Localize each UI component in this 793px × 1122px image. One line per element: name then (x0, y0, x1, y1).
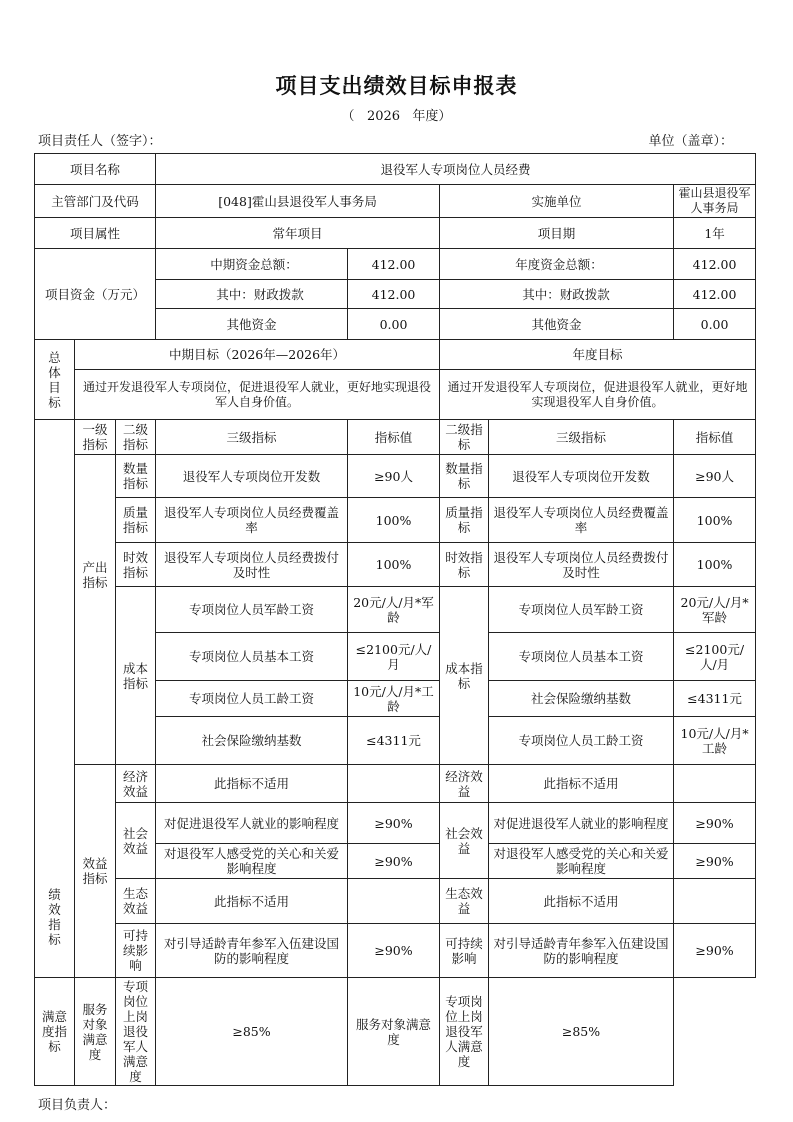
mid-level3: 此指标不适用 (156, 765, 348, 803)
year-level2: 经济效益 (440, 765, 489, 803)
implementing-unit-label: 实施单位 (440, 185, 674, 218)
project-leader-label: 项目负责人： (38, 1098, 117, 1113)
year-level3: 专项岗位上岗退役军人满意度 (440, 978, 489, 1086)
goals-text-row (35, 370, 756, 420)
project-name-value: 退役军人专项岗位人员经费 (156, 154, 756, 185)
project-attribute-label: 项目属性 (35, 218, 156, 249)
mid-level3: 对促进退役军人就业的影响程度 (156, 803, 348, 844)
table-row (35, 455, 756, 498)
year-value: ≥85% (489, 978, 674, 1086)
year-level3: 对促进退役军人就业的影响程度 (489, 803, 674, 844)
indicator-header-row (35, 420, 756, 455)
mid-level3: 专项岗位人员基本工资 (156, 633, 348, 681)
year-level3: 此指标不适用 (489, 879, 674, 924)
mid-level3: 退役军人专项岗位开发数 (156, 455, 348, 498)
project-period-value: 1年 (674, 218, 756, 249)
year-fiscal-label: 其中：财政拨款 (440, 280, 674, 309)
year-goal-header: 年度目标 (440, 340, 756, 370)
mid-value: 100% (348, 543, 440, 587)
mid-level2: 数量指标 (116, 455, 156, 498)
mid-level3: 专项岗位人员军龄工资 (156, 587, 348, 633)
mid-level2: 生态效益 (116, 879, 156, 924)
mid-level3: 退役军人专项岗位人员经费拨付及时性 (156, 543, 348, 587)
mid-level3: 专项岗位人员工龄工资 (156, 681, 348, 717)
project-attribute-value: 常年项目 (156, 218, 440, 249)
mid-fiscal-value: 412.00 (348, 280, 440, 309)
year-social-label: 社会效益 (440, 803, 489, 879)
table-row (35, 498, 756, 543)
mid-level3: 对退役军人感受党的关心和关爱影响程度 (156, 844, 348, 879)
project-name-row (35, 154, 756, 185)
year-level2: 生态效益 (440, 879, 489, 924)
year-total-label: 年度资金总额： (440, 249, 674, 280)
year-value-header: 指标值 (674, 420, 756, 455)
mid-social-label: 社会效益 (116, 803, 156, 879)
year-level2: 可持续影响 (440, 924, 489, 978)
year-cost-label: 成本指标 (440, 587, 489, 765)
responsible-signature-label: 项目责任人（签字）： (38, 134, 162, 149)
year-value: ≥90人 (674, 455, 756, 498)
year-value: ≤2100元/人/月 (674, 633, 756, 681)
funds-total-row (35, 249, 756, 280)
year-value: 20元/人/月*军龄 (674, 587, 756, 633)
mid-goal-header: 中期目标（2026年—2026年） (75, 340, 440, 370)
year-level3: 对引导适龄青年参军入伍建设国防的影响程度 (489, 924, 674, 978)
mid-value: 100% (348, 498, 440, 543)
level3-header: 三级指标 (156, 420, 348, 455)
page-title: 项目支出绩效目标申报表 (275, 74, 518, 98)
department-label: 主管部门及代码 (35, 185, 156, 218)
year-value: ≤4311元 (674, 681, 756, 717)
mid-cost-label: 成本指标 (116, 587, 156, 765)
year-level3: 退役军人专项岗位人员经费覆盖率 (489, 498, 674, 543)
project-period-label: 项目期 (440, 218, 674, 249)
benefit-indicator-label: 效益指标 (75, 765, 116, 978)
mid-level3: 退役军人专项岗位人员经费覆盖率 (156, 498, 348, 543)
overall-goal-label: 总体目标 (35, 340, 75, 420)
year-level2: 时效指标 (440, 543, 489, 587)
mid-other-value: 0.00 (348, 309, 440, 340)
mid-level3: 社会保险缴纳基数 (156, 717, 348, 765)
year-level2: 质量指标 (440, 498, 489, 543)
mid-level2: 质量指标 (116, 498, 156, 543)
year-level3: 专项岗位人员军龄工资 (489, 587, 674, 633)
mid-total-value: 412.00 (348, 249, 440, 280)
department-row (35, 185, 756, 218)
year-level3: 社会保险缴纳基数 (489, 681, 674, 717)
performance-goal-form (34, 153, 756, 1086)
mid-level3: 对引导适龄青年参军入伍建设国防的影响程度 (156, 924, 348, 978)
year-value: ≥90% (674, 844, 756, 879)
mid-value (348, 879, 440, 924)
attribute-row (35, 218, 756, 249)
mid-fiscal-label: 其中：财政拨款 (156, 280, 348, 309)
project-name-label: 项目名称 (35, 154, 156, 185)
level1-header: 一级指标 (75, 420, 116, 455)
year-fiscal-value: 412.00 (674, 280, 756, 309)
mid-other-label: 其他资金 (156, 309, 348, 340)
year-level3: 专项岗位人员工龄工资 (489, 717, 674, 765)
year-level2: 服务对象满意度 (348, 978, 440, 1086)
mid-level2: 服务对象满意度 (75, 978, 116, 1086)
project-funds-label: 项目资金（万元） (35, 249, 156, 340)
year-value: ≥90% (674, 803, 756, 844)
table-row (35, 879, 756, 924)
performance-indicator-label: 绩效指标 (35, 420, 75, 978)
fiscal-year: （ 2026 年度） (341, 109, 452, 124)
table-row (35, 543, 756, 587)
mid-value: 20元/人/月*军龄 (348, 587, 440, 633)
value-header: 指标值 (348, 420, 440, 455)
mid-value: ≤2100元/人/月 (348, 633, 440, 681)
level2-header: 二级指标 (116, 420, 156, 455)
table-row (35, 978, 756, 1086)
mid-value: ≥85% (156, 978, 348, 1086)
mid-value: ≥90% (348, 924, 440, 978)
year-total-value: 412.00 (674, 249, 756, 280)
year-level2-header: 二级指标 (440, 420, 489, 455)
year-value (674, 765, 756, 803)
unit-seal-label: 单位（盖章）： (648, 134, 733, 149)
mid-level3: 此指标不适用 (156, 879, 348, 924)
mid-level2: 时效指标 (116, 543, 156, 587)
table-row (35, 587, 756, 633)
mid-value: ≥90% (348, 803, 440, 844)
year-level2: 数量指标 (440, 455, 489, 498)
year-value: ≥90% (674, 924, 756, 978)
mid-goal-text: 通过开发退役军人专项岗位，促进退役军人就业，更好地实现退役军人自身价值。 (75, 370, 440, 420)
year-level3: 退役军人专项岗位开发数 (489, 455, 674, 498)
mid-value: ≥90% (348, 844, 440, 879)
output-indicator-label: 产出指标 (75, 455, 116, 765)
mid-value: ≤4311元 (348, 717, 440, 765)
year-level3: 对退役军人感受党的关心和关爱影响程度 (489, 844, 674, 879)
year-other-label: 其他资金 (440, 309, 674, 340)
year-level3-header: 三级指标 (489, 420, 674, 455)
table-row (35, 765, 756, 803)
year-value: 10元/人/月*工龄 (674, 717, 756, 765)
year-level3: 此指标不适用 (489, 765, 674, 803)
mid-value (348, 765, 440, 803)
mid-level3: 专项岗位上岗退役军人满意度 (116, 978, 156, 1086)
mid-value: ≥90人 (348, 455, 440, 498)
year-value: 100% (674, 543, 756, 587)
year-value (674, 879, 756, 924)
table-row (35, 924, 756, 978)
mid-value: 10元/人/月*工龄 (348, 681, 440, 717)
year-other-value: 0.00 (674, 309, 756, 340)
year-level3: 退役军人专项岗位人员经费拨付及时性 (489, 543, 674, 587)
implementing-unit-value: 霍山县退役军人事务局 (674, 185, 756, 218)
mid-total-label: 中期资金总额： (156, 249, 348, 280)
mid-level2: 可持续影响 (116, 924, 156, 978)
goals-header-row (35, 340, 756, 370)
year-value: 100% (674, 498, 756, 543)
mid-level2: 经济效益 (116, 765, 156, 803)
year-goal-text: 通过开发退役军人专项岗位，促进退役军人就业，更好地实现退役军人自身价值。 (440, 370, 756, 420)
table-row (35, 803, 756, 844)
department-value: [048]霍山县退役军人事务局 (156, 185, 440, 218)
satisfaction-indicator-label: 满意度指标 (35, 978, 75, 1086)
year-level3: 专项岗位人员基本工资 (489, 633, 674, 681)
